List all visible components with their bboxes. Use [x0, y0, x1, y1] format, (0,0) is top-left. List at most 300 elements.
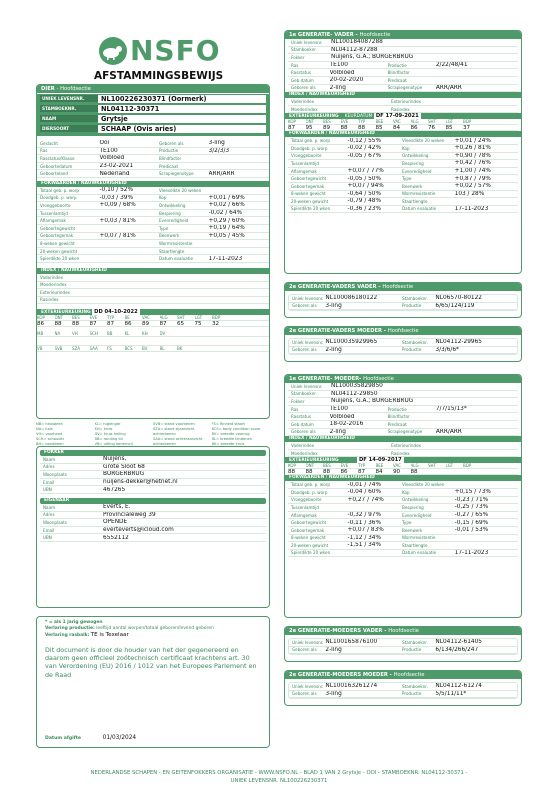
detail-row — [40, 527, 266, 535]
field-label: Wormresistentie — [402, 535, 436, 541]
field-value: 6/65/124/119 — [435, 302, 475, 309]
field-value: -0,01 / 53% — [454, 527, 489, 534]
field-value: 20-02-2020 — [329, 77, 364, 84]
field-label: Uniek levensnr. — [292, 295, 324, 301]
field-value: Nuijens, G.A.; BURGERBRUG — [331, 54, 414, 61]
field-label: Beenwerk — [402, 183, 423, 189]
field-label: 20-weken gewicht — [291, 198, 329, 204]
exterior-value: 89 — [323, 124, 331, 131]
field-label: 8-weken gewicht — [291, 191, 326, 197]
exterior-value: 88 — [72, 320, 80, 327]
note-breed: Verlaring rasbalk: TE is Texelaar — [45, 632, 129, 638]
field-value: +0,29 / 60% — [208, 217, 245, 224]
field-value: 6552112 — [103, 534, 129, 541]
field-label: Geboortegemak — [291, 183, 325, 189]
field-label: Productie — [402, 691, 422, 697]
detail-row — [289, 347, 517, 355]
exterior-value: 87 — [288, 124, 296, 131]
detail-row — [288, 398, 518, 406]
index-row — [288, 98, 518, 106]
field-value: Nuijens, G.A.; BURGERBRUG — [331, 398, 414, 405]
breeder-details — [37, 456, 269, 494]
exterior-col: FS — [107, 346, 112, 352]
detail-row — [40, 456, 266, 464]
panel-body — [288, 338, 518, 355]
field-value: +0,01 / 69% — [208, 194, 245, 201]
exterior-col: LGT — [194, 315, 203, 321]
field-label: Geb.datum — [291, 421, 314, 427]
field-value: 2-ling — [325, 646, 342, 653]
field-label: Exterieurindex — [391, 98, 421, 104]
exterior-col: BDP — [212, 315, 221, 321]
field-value: 467265 — [103, 486, 126, 493]
field-label: Uniek levensnr. — [291, 39, 323, 45]
field-label: Geboren als — [158, 140, 184, 146]
field-value: 6/134/266/247 — [435, 646, 479, 653]
issue-date: Datum afgifte 01/03/2024 — [45, 735, 137, 741]
field-value: +0,01 / 24% — [454, 137, 491, 144]
field-value: Grote Sloot 68 — [103, 463, 145, 470]
field-value: 3-ling — [325, 302, 342, 309]
exterior-value: 84 — [393, 124, 401, 131]
dam-exterior-table — [285, 463, 521, 475]
exterior-value: 37 — [463, 124, 471, 131]
field-value: TE100 — [329, 406, 348, 413]
field-label: Geboren als — [291, 429, 316, 435]
nsfo-logo — [94, 30, 224, 88]
identity-row — [40, 104, 266, 113]
exterior-col: KOP — [288, 119, 296, 125]
exterior-col: LGT — [445, 463, 454, 469]
exterior-value: 87 — [89, 320, 97, 327]
panel-body — [288, 294, 518, 311]
exterior-col: BES — [323, 463, 331, 469]
detail-row — [289, 691, 517, 699]
sire-breeding-values-header: FOKWAARDEN / NAUWKEURIGHEID — [285, 131, 521, 137]
panel-body — [288, 682, 518, 699]
field-label: UBN — [43, 535, 52, 541]
animal-panel — [36, 84, 270, 419]
exterior-value: 88 — [323, 468, 331, 475]
field-label: Moederindex — [291, 106, 318, 112]
field-value: -0,03 / 39% — [99, 194, 133, 201]
brand-name: NSFO — [130, 34, 221, 67]
field-label: Evenredigheid — [402, 168, 432, 174]
detail-row — [288, 481, 518, 489]
index-row — [288, 442, 518, 450]
field-label: Predicaat — [387, 77, 407, 83]
field-label: Productie — [402, 647, 422, 653]
field-value: NL100163261274 — [325, 683, 378, 690]
field-value: +0,90 / 78% — [454, 152, 491, 159]
detail-row — [37, 140, 269, 148]
detail-row — [288, 429, 518, 437]
animal-index-list — [37, 274, 269, 304]
field-label: Blindfactor — [387, 414, 410, 420]
field-label: Bespiering — [402, 504, 424, 510]
exterior-col: VH — [72, 331, 78, 337]
detail-row — [37, 170, 269, 178]
exterior-col: ALG — [159, 315, 168, 321]
exterior-col: ONT — [305, 119, 315, 125]
field-label: Fokker — [291, 398, 305, 404]
field-value: 5/5/11/11* — [435, 690, 467, 697]
panel-header — [285, 283, 521, 291]
field-value: NL04112-29965 — [435, 339, 482, 346]
exterior-col: SHT — [428, 463, 436, 469]
field-value: +0,07 / 94% — [347, 183, 384, 190]
legend-item: NB= neusbeen — [36, 422, 63, 426]
exterior-col: LGT — [445, 119, 454, 125]
detail-row — [288, 512, 518, 520]
dam-exterior-header: EXTERIEURKEURING DF 14-09-2017 — [285, 457, 521, 463]
index-row: Rasindex — [37, 297, 269, 305]
legend-item: SZA= stand zijaanzicht — [153, 427, 195, 431]
legend-item: BB= rondlng bil — [94, 437, 123, 441]
field-value: -0,05 / 50% — [347, 175, 382, 182]
legend-item: BL= breedte lendenen — [211, 437, 253, 441]
field-label: Type — [402, 520, 412, 526]
field-label: Vaderindex — [291, 98, 314, 104]
detail-row — [288, 183, 518, 191]
field-label: Doodgeb. p. worp — [291, 145, 328, 151]
field-label: Totaal geb. p. worp — [291, 138, 331, 144]
field-value: -0,02 / 64% — [208, 210, 243, 217]
field-label: Adres — [43, 512, 55, 518]
field-value: +1,00 / 74% — [454, 168, 491, 175]
exterior-value: 90 — [393, 468, 401, 475]
exterior-value: 75 — [194, 320, 202, 327]
field-label: Ras — [291, 406, 299, 412]
detail-row — [40, 512, 266, 520]
field-label: Naam — [43, 504, 56, 510]
field-value: BURGERBRUG — [103, 471, 145, 478]
field-label: Ontwikkeling — [158, 202, 186, 208]
field-label: 20-weken gewicht — [291, 542, 329, 548]
exterior-value: 88 — [340, 124, 348, 131]
exterior-col: VB — [37, 346, 43, 352]
sire-exterior-table — [285, 119, 521, 131]
legend-item: VH= voorhand — [36, 432, 63, 436]
panel-title: 2e GENERATIE-VADERS MOEDER - — [289, 328, 386, 334]
detail-row — [289, 639, 517, 647]
field-label: Exterieurindex — [391, 442, 421, 448]
field-value: Grytsje — [98, 115, 266, 123]
field-value: 17-11-2023 — [454, 549, 489, 556]
field-value: TE100 — [329, 62, 348, 69]
exterior-col: BB — [107, 331, 113, 337]
detail-row — [288, 168, 518, 176]
field-value: +0,27 / 74% — [347, 496, 384, 503]
exterior-value: 88 — [54, 320, 62, 327]
field-value: -0,02 / 42% — [347, 145, 382, 152]
field-label: Productie — [387, 62, 407, 68]
field-label: Evenredigheid — [158, 218, 189, 224]
field-value: 2/22/48/41 — [435, 62, 468, 69]
field-label: Geboren als — [292, 303, 317, 309]
field-label: Adres — [43, 464, 55, 470]
field-value: Ooi — [99, 140, 110, 147]
note-weighed: * = als 1 jarig gewogen — [45, 620, 103, 625]
field-label: UBN — [43, 487, 52, 493]
exterior-col: BEE — [375, 119, 384, 125]
detail-row — [288, 519, 518, 527]
field-value: NL04112-29850 — [331, 390, 378, 397]
field-label: Geboorteland — [40, 171, 68, 177]
sires-dam-panel — [284, 326, 522, 362]
detail-row — [37, 240, 269, 248]
panel-header — [285, 627, 521, 635]
detail-row — [288, 137, 518, 145]
field-label: Scrapiegenotype — [387, 85, 423, 91]
exterior-value-row — [37, 352, 269, 360]
field-label: Ontwikkeling — [402, 153, 429, 159]
field-label: Stamboeknr. — [402, 683, 428, 689]
exterior-value: 89 — [142, 320, 150, 327]
detail-row — [288, 383, 518, 391]
sire-index-header: INDEX / NAUWKEURIGHEID — [285, 92, 521, 98]
field-label: Spierdikte 20 wken — [291, 206, 331, 212]
legend-item: KL= ruglengte — [94, 422, 121, 426]
exterior-col: VAC — [393, 119, 401, 125]
field-value: Provincialeweg 39 — [103, 511, 156, 518]
exterior-col: MB — [37, 331, 44, 337]
exterior-col: BCS — [124, 346, 133, 352]
field-label: Spierdikte 20 wken — [40, 256, 80, 262]
field-label: Ras — [291, 62, 299, 68]
detail-row — [37, 202, 269, 210]
field-label: Geboren als — [292, 691, 317, 697]
sire-details — [285, 62, 521, 92]
field-value: 23-02-2021 — [99, 163, 134, 170]
exterior-col: VAC — [142, 315, 150, 321]
exterior-col: EVE — [340, 119, 349, 125]
exterior-col: TYP — [358, 463, 366, 469]
field-value: NL100035829850 — [331, 383, 383, 390]
field-value: 103 / 28% — [454, 190, 485, 197]
field-value: 3-ling — [325, 690, 342, 697]
detail-row — [40, 534, 266, 542]
field-value: NL100035929965 — [325, 339, 378, 346]
detail-row — [289, 647, 517, 655]
field-label: Staartlengte — [158, 248, 185, 254]
exterior-col: SCH — [89, 331, 98, 337]
footer-line-2: UNIEK LEVENSNR. NL100226230371 — [230, 778, 328, 784]
field-label: Vleesdikte 20 weken — [402, 138, 445, 144]
exterior-legend — [36, 422, 270, 447]
field-value: Volbloed — [329, 69, 355, 76]
field-value: NL100086180122 — [325, 295, 378, 302]
dams-dam-panel — [284, 670, 522, 706]
field-label: Kop — [402, 489, 410, 495]
legend-item: SVB= stand voorbenen — [153, 422, 195, 426]
field-value: ARR/ARR — [435, 84, 462, 91]
field-value: +0,02 / 66% — [208, 202, 245, 209]
breeder-header: FOKKER — [40, 450, 266, 456]
field-value: NL100226230371 (Oormerk) — [98, 95, 266, 103]
dams-sire-panel — [284, 626, 522, 662]
legend-item: achterbenen — [153, 432, 176, 436]
field-label: Ras — [40, 148, 48, 154]
exterior-col: NA — [54, 331, 61, 337]
exterior-col: BDP — [463, 463, 472, 469]
field-label: Email — [43, 527, 55, 533]
exterior-value: 86 — [340, 468, 348, 475]
detail-row — [37, 163, 269, 171]
field-value: -0,04 / 60% — [347, 489, 382, 496]
field-label: Tussenlamtijd — [291, 504, 319, 510]
field-value: +0,07 / 83% — [347, 527, 384, 534]
field-value: -0,01 / 74% — [347, 481, 382, 488]
detail-row — [288, 421, 518, 429]
field-label: Rasindex — [391, 106, 410, 112]
field-label: Wormresistentie — [158, 240, 193, 246]
detail-row — [288, 175, 518, 183]
field-value: 3/3/6/6* — [435, 346, 459, 353]
exterior-value: 88 — [305, 468, 313, 475]
field-label: Geboortegemak — [291, 527, 325, 533]
animal-identity — [37, 94, 269, 136]
field-label: Stamboeknr. — [402, 339, 428, 345]
panel-header — [285, 327, 521, 335]
detail-row — [288, 85, 518, 93]
field-value: OPENDE — [103, 519, 128, 526]
detail-row — [289, 339, 517, 347]
field-value: -0,64 / 50% — [347, 190, 382, 197]
field-label: Wormresistentie — [402, 191, 436, 197]
exterior-col: EVE — [89, 315, 98, 321]
legend-item: BV= breedte voorrug — [211, 432, 250, 436]
field-label: Vleesdikte 20 weken — [402, 482, 445, 488]
detail-row — [288, 527, 518, 535]
field-label: Stamboeknr. — [291, 47, 317, 53]
identity-row — [40, 114, 266, 123]
field-value: Volbloed — [329, 413, 355, 420]
sire-index — [285, 98, 521, 113]
detail-row — [288, 406, 518, 414]
field-label: Woonplaats — [43, 471, 67, 477]
field-label: Blindfactor — [387, 70, 410, 76]
exterior-value: 65 — [177, 320, 185, 327]
field-value: +0,87 / 79% — [454, 175, 491, 182]
field-label: Evenredigheid — [402, 512, 432, 518]
exterior-value: 32 — [212, 320, 220, 327]
field-label: Geboren als — [292, 647, 317, 653]
dam-index — [285, 442, 521, 457]
panel-title: 2e GENERATIE-MOEDERS MOEDER - — [289, 672, 392, 678]
field-label: Bespiering — [402, 160, 424, 166]
identity-row — [40, 124, 266, 133]
legend-item: KH= kruis — [94, 427, 113, 431]
field-label: Geboren als — [291, 85, 316, 91]
field-value: -0,32 / 97% — [347, 512, 382, 519]
identity-row — [40, 94, 266, 103]
panel-title: 2e GENERATIE-VADERS VADER - — [289, 284, 381, 290]
exterior-col: BDP — [463, 119, 472, 125]
field-value: NL04112-87288 — [331, 46, 378, 53]
field-label: Rasstatus/Klasse — [40, 155, 75, 161]
field-value: 17-11-2023 — [208, 255, 243, 262]
exterior-value: 95 — [305, 124, 313, 131]
exterior-value: 76 — [428, 124, 436, 131]
detail-row — [40, 519, 266, 527]
panel-header — [285, 671, 521, 679]
exterior-value: 87 — [107, 320, 115, 327]
detail-row — [288, 504, 518, 512]
sire-identity — [285, 39, 521, 62]
animal-exterior-header: EXTERIEURKEURING DD 04-10-2022 — [37, 309, 269, 315]
field-value: -0,25 / 73% — [454, 504, 489, 511]
field-label: Tussenlamtijd — [291, 160, 319, 166]
detail-row — [288, 77, 518, 85]
dam-details — [285, 406, 521, 436]
field-value: -0,23 / 71% — [454, 496, 489, 503]
detail-row — [288, 497, 518, 505]
document-title: AFSTAMMINGSBEWIJS — [94, 70, 224, 82]
field-label: Uniek levensnr. — [292, 683, 324, 689]
field-value: Nuijens, — [103, 456, 127, 463]
field-label: Moederindex — [291, 450, 318, 456]
detail-row — [288, 413, 518, 421]
field-label: Naam — [43, 456, 56, 462]
field-label: STAMBOEKNR. — [40, 105, 98, 112]
detail-row — [37, 217, 269, 225]
field-value: ARR/ARR — [435, 428, 462, 435]
field-value: 3/2/3/3 — [208, 147, 230, 154]
exterior-value: 85 — [445, 124, 453, 131]
field-label: Vroeggeboorte — [40, 202, 71, 208]
field-value: 3-ling — [208, 140, 225, 147]
notes-panel — [36, 616, 270, 748]
panel-body — [288, 638, 518, 655]
detail-row — [288, 391, 518, 399]
field-value: -0,27 / 65% — [454, 512, 489, 519]
field-value: -0,15 / 69% — [454, 519, 489, 526]
field-value: NL100184087288 — [331, 39, 383, 46]
detail-row — [289, 683, 517, 691]
field-value: +0,19 / 64% — [208, 225, 245, 232]
field-label: Uniek levensnr. — [292, 339, 324, 345]
legend-item: BK= breedte kruis — [211, 442, 245, 446]
field-value: +0,03 / 81% — [99, 217, 136, 224]
dam-identity — [285, 383, 521, 406]
detail-row — [37, 225, 269, 233]
field-value: +0,26 / 81% — [454, 145, 491, 152]
animal-details — [37, 140, 269, 178]
field-label: Productie — [402, 347, 422, 353]
owner-header: EIGENAAR — [40, 498, 266, 504]
exterior-col: EVE — [340, 463, 349, 469]
exterior-col: SHT — [177, 315, 185, 321]
field-label: Rasindex — [391, 450, 410, 456]
field-value: +0,42 / 76% — [454, 160, 491, 167]
field-label: Productie — [402, 303, 422, 309]
exterior-value: 88 — [410, 468, 418, 475]
detail-row — [288, 153, 518, 161]
detail-row — [288, 535, 518, 543]
field-value: 17-11-2023 — [454, 205, 489, 212]
detail-row — [40, 504, 266, 512]
animal-panel-header: DIER - Hoofdsectie — [37, 85, 269, 93]
sire-breeding-values — [285, 137, 521, 213]
field-label: Productie — [387, 406, 407, 412]
exterior-col: BES — [72, 315, 80, 321]
sires-sire-panel — [284, 282, 522, 318]
field-label: Stamboeknr. — [291, 391, 317, 397]
exterior-col: SZA — [72, 346, 81, 352]
field-value: 2-ling — [329, 84, 346, 91]
field-value: -0,11 / 36% — [347, 519, 382, 526]
